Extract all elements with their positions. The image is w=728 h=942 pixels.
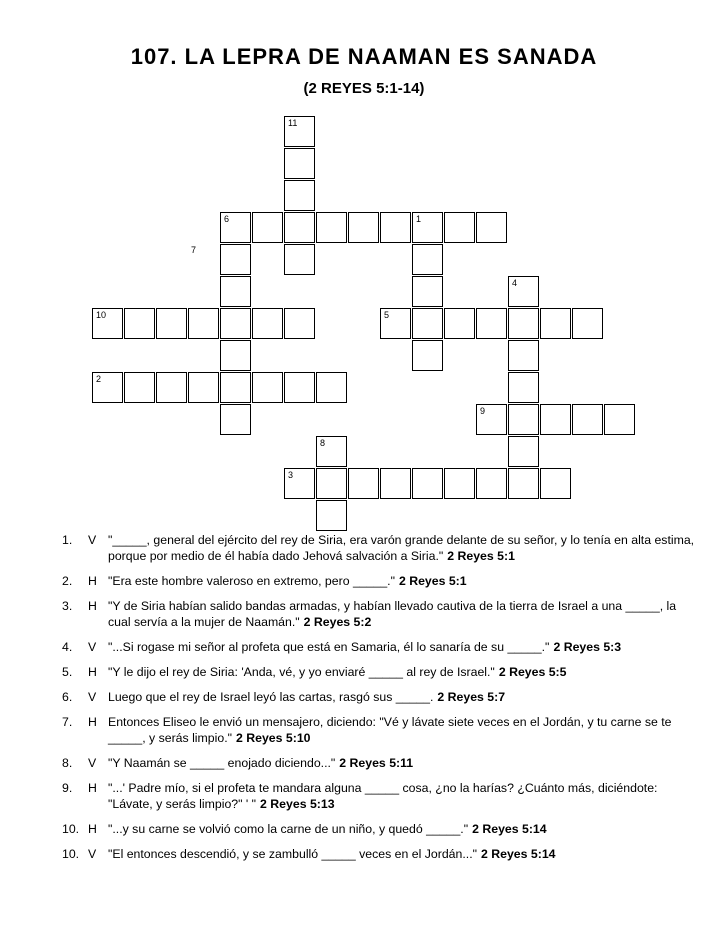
clue-text: "Y de Siria habían salido bandas armadas, y habían llevado cautiva de la tierra de Israel a una _____, la cual servía a la mujer de Naamán."	[108, 599, 677, 629]
grid-cell	[508, 340, 539, 371]
grid-cell	[604, 404, 635, 435]
clue-item	[62, 714, 702, 746]
clue-text: Luego que el rey de Israel leyó las cartas, rasgó sus _____.	[108, 690, 434, 704]
clue-text: "...' Padre mío, si el profeta te mandara alguna _____ cosa, ¿no la harías? ¿Cuánto más, diciéndote: "Lávate, y serás limpio?" ' "	[108, 781, 658, 811]
clue-direction: H	[88, 822, 97, 836]
grid-cell	[252, 372, 283, 403]
grid-cell	[156, 372, 187, 403]
clue-number: 6.	[62, 690, 73, 704]
grid-cell	[412, 244, 443, 275]
grid-cell	[124, 308, 155, 339]
clue-text: "...Si rogase mi señor al profeta que está en Samaria, él lo sanaría de su _____."	[108, 640, 550, 654]
clue-number: 2.	[62, 574, 73, 588]
clue-number: 8.	[62, 756, 73, 770]
clue-reference: 2 Reyes 5:14	[472, 822, 547, 836]
clue-text: "Era este hombre valeroso en extremo, pero _____."	[108, 574, 395, 588]
clue-item	[62, 755, 702, 771]
grid-cell	[220, 276, 251, 307]
clue-direction: V	[88, 756, 97, 770]
grid-cell	[508, 276, 539, 307]
grid-cell	[412, 276, 443, 307]
grid-cell	[284, 180, 315, 211]
clue-text: "Y Naamán se _____ enojado diciendo..."	[108, 756, 336, 770]
grid-cell	[412, 468, 443, 499]
grid-cell	[188, 372, 219, 403]
clue-text: "El entonces descendió, y se zambulló _____ veces en el Jordán..."	[108, 847, 477, 861]
grid-cell	[316, 372, 347, 403]
clue-direction: H	[88, 599, 97, 613]
grid-cell	[540, 468, 571, 499]
clue-direction: H	[88, 665, 97, 679]
grid-cell	[476, 468, 507, 499]
grid-cell	[508, 372, 539, 403]
grid-cell	[476, 212, 507, 243]
clue-reference: 2 Reyes 5:14	[480, 847, 556, 861]
grid-cell	[476, 404, 507, 435]
grid-number: 8	[320, 438, 326, 448]
clue-number: 5.	[62, 665, 73, 679]
clue-number: 9.	[62, 781, 73, 795]
grid-cell	[380, 308, 411, 339]
clue-item	[62, 846, 702, 862]
clue-item	[62, 598, 702, 630]
clue-number: 10.	[62, 847, 80, 861]
grid-cell	[540, 404, 571, 435]
grid-cell	[284, 468, 315, 499]
grid-cell	[316, 436, 347, 467]
clue-direction: H	[88, 781, 97, 795]
grid-cell	[220, 244, 251, 275]
grid-cell	[412, 340, 443, 371]
grid-number: 7	[191, 245, 197, 255]
clue-text: "_____, general del ejército del rey de Siria, era varón grande delante de su señor, y lo tenía en alta estima, porque por medio de él había dado Jehová salvación a Siria."	[108, 533, 695, 563]
grid-cell	[444, 212, 475, 243]
clue-item	[62, 639, 702, 655]
clue-reference: 2 Reyes 5:13	[260, 797, 335, 811]
grid-cell	[316, 212, 347, 243]
clue-direction: V	[88, 640, 97, 654]
grid-cell	[508, 404, 539, 435]
clue-item	[62, 821, 702, 837]
grid-cell	[476, 308, 507, 339]
grid-cell	[380, 212, 411, 243]
clue-text: Entonces Eliseo le envió un mensajero, diciendo: "Vé y lávate siete veces en el Jordán, y tu carne se te _____, y serás limpio."	[108, 715, 672, 745]
page-title: 107. LA LEPRA DE NAAMAN ES SANADA	[130, 44, 598, 69]
grid-cell	[220, 308, 251, 339]
clue-reference: 2 Reyes 5:5	[498, 665, 567, 679]
page-subtitle: (2 REYES 5:1-14)	[303, 80, 425, 97]
clue-item	[62, 664, 702, 680]
grid-cell	[348, 468, 379, 499]
clue-list	[62, 532, 702, 871]
grid-cell	[284, 244, 315, 275]
clue-item	[62, 573, 702, 589]
grid-cell	[572, 404, 603, 435]
clue-reference: 2 Reyes 5:1	[447, 549, 515, 563]
grid-number: 4	[512, 278, 518, 288]
clue-item	[62, 780, 702, 812]
grid-number: 10	[96, 310, 107, 320]
clue-reference: 2 Reyes 5:7	[437, 690, 506, 704]
grid-cell	[252, 212, 283, 243]
grid-number: 1	[416, 214, 422, 224]
clue-direction: V	[88, 690, 97, 704]
clue-number: 3.	[62, 599, 73, 613]
grid-cell	[92, 372, 123, 403]
grid-number: 5	[384, 310, 390, 320]
grid-cell	[252, 308, 283, 339]
grid-number: 6	[224, 214, 230, 224]
grid-cell	[348, 212, 379, 243]
clue-reference: 2 Reyes 5:11	[339, 756, 414, 770]
clue-number: 1.	[62, 533, 73, 547]
grid-cell	[284, 308, 315, 339]
clue-reference: 2 Reyes 5:2	[303, 615, 372, 629]
clue-direction: V	[88, 533, 97, 547]
grid-number: 2	[96, 374, 102, 384]
grid-cell	[284, 148, 315, 179]
grid-cell	[220, 372, 251, 403]
grid-cell	[508, 308, 539, 339]
grid-cell	[444, 468, 475, 499]
clue-item	[62, 689, 702, 705]
grid-cell	[156, 308, 187, 339]
clue-reference: 2 Reyes 5:10	[235, 731, 311, 745]
grid-cell	[220, 212, 251, 243]
grid-number: 9	[480, 406, 486, 416]
clue-direction: H	[88, 715, 97, 729]
grid-cell	[572, 308, 603, 339]
grid-cell	[188, 308, 219, 339]
clue-reference: 2 Reyes 5:1	[398, 574, 467, 588]
clue-number: 4.	[62, 640, 73, 654]
clue-text: "...y su carne se volvió como la carne de un niño, y quedó _____."	[108, 822, 469, 836]
clue-text: "Y le dijo el rey de Siria: 'Anda, vé, y yo enviaré _____ al rey de Israel."	[108, 665, 495, 679]
grid-cell	[508, 436, 539, 467]
grid-cell	[124, 372, 155, 403]
clue-item	[62, 532, 702, 564]
grid-cell	[92, 308, 123, 339]
grid-cell	[412, 212, 443, 243]
grid-cell	[220, 340, 251, 371]
clue-direction: V	[88, 847, 97, 861]
grid-number: 3	[288, 470, 294, 480]
grid-cell	[316, 500, 347, 531]
grid-number: 11	[288, 118, 298, 128]
grid-cell	[444, 308, 475, 339]
grid-cell	[380, 468, 411, 499]
grid-cell	[284, 116, 315, 147]
grid-cell	[316, 468, 347, 499]
clue-number: 7.	[62, 715, 73, 729]
grid-cell	[284, 212, 315, 243]
grid-cell	[284, 372, 315, 403]
clue-number: 10.	[62, 822, 80, 836]
clue-reference: 2 Reyes 5:3	[553, 640, 622, 654]
grid-cell	[412, 308, 443, 339]
grid-cell	[540, 308, 571, 339]
clue-direction: H	[88, 574, 97, 588]
grid-cell	[508, 468, 539, 499]
grid-cell	[220, 404, 251, 435]
